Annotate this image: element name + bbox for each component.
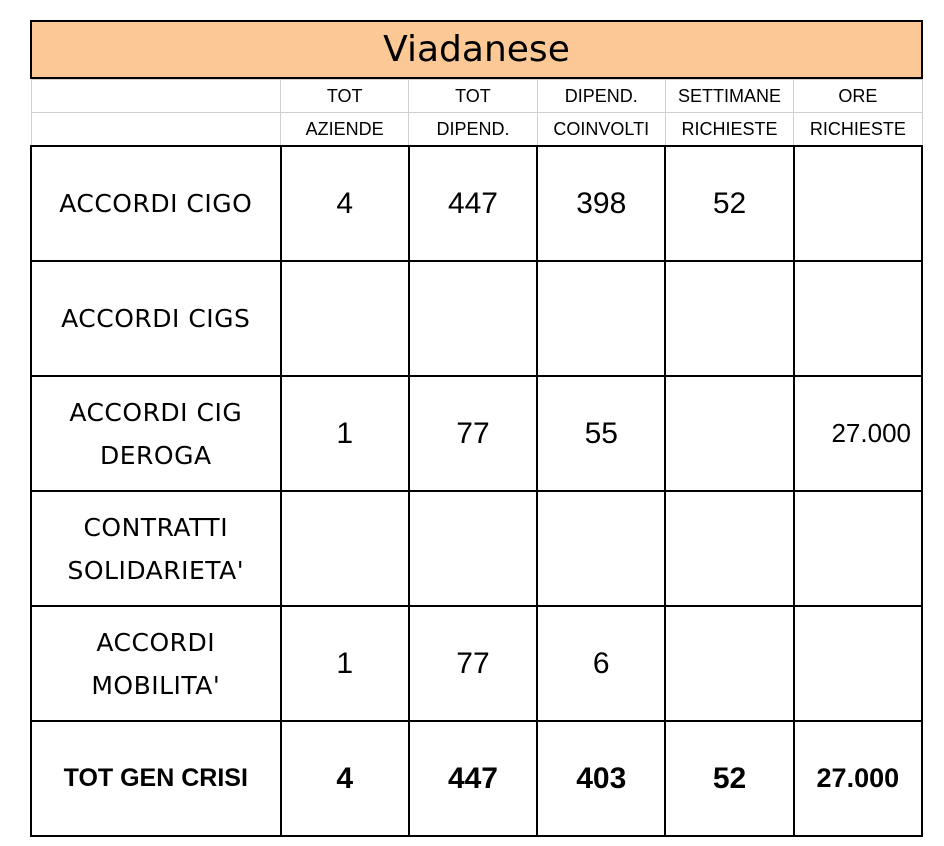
header-cell: AZIENDE — [281, 113, 409, 147]
table-row — [31, 376, 922, 491]
cell-tot-aziende — [281, 261, 409, 376]
header-row-2 — [31, 113, 922, 147]
crisis-table — [30, 79, 923, 837]
cell-dipend-coinvolti — [537, 261, 665, 376]
spreadsheet — [30, 20, 923, 837]
header-cell: COINVOLTI — [537, 113, 665, 147]
total-label: TOT GEN CRISI — [31, 721, 281, 836]
header-cell: TOT — [409, 80, 537, 113]
cell-tot-dipend: 447 — [409, 146, 537, 261]
cell-tot-aziende: 1 — [281, 606, 409, 721]
cell-tot-aziende: 1 — [281, 376, 409, 491]
cell-tot-aziende: 4 — [281, 146, 409, 261]
total-tot-aziende: 4 — [281, 721, 409, 836]
header-cell: ORE — [794, 80, 922, 113]
cell-ore-richieste — [794, 606, 922, 721]
header-cell: TOT — [281, 80, 409, 113]
table-row — [31, 261, 922, 376]
cell-tot-aziende — [281, 491, 409, 606]
table-row — [31, 491, 922, 606]
row-label — [31, 491, 281, 606]
header-cell: SETTIMANE — [665, 80, 793, 113]
cell-dipend-coinvolti: 55 — [537, 376, 665, 491]
sheet-title: Viadanese — [30, 20, 923, 79]
header-cell: DIPEND. — [409, 113, 537, 147]
total-settimane-richieste: 52 — [665, 721, 793, 836]
cell-settimane-richieste — [665, 376, 793, 491]
row-label-line: ACCORDI — [96, 627, 216, 657]
cell-dipend-coinvolti: 398 — [537, 146, 665, 261]
header-cell: RICHIESTE — [794, 113, 922, 147]
row-label-line: MOBILITA' — [91, 670, 221, 700]
header-cell — [31, 80, 281, 113]
total-ore-richieste: 27.000 — [794, 721, 922, 836]
total-tot-dipend: 447 — [409, 721, 537, 836]
cell-ore-richieste — [794, 146, 922, 261]
cell-tot-dipend — [409, 261, 537, 376]
cell-ore-richieste — [794, 491, 922, 606]
table-row — [31, 606, 922, 721]
row-label-line: SOLIDARIETA' — [67, 555, 245, 585]
table-row — [31, 146, 922, 261]
cell-tot-dipend: 77 — [409, 376, 537, 491]
row-label-line: ACCORDI CIGS — [61, 304, 251, 333]
cell-ore-richieste: 27.000 — [794, 376, 922, 491]
cell-ore-richieste — [794, 261, 922, 376]
cell-tot-dipend: 77 — [409, 606, 537, 721]
row-label-line: DEROGA — [99, 440, 212, 470]
header-cell: DIPEND. — [537, 80, 665, 113]
row-label — [31, 606, 281, 721]
cell-settimane-richieste — [665, 606, 793, 721]
cell-tot-dipend — [409, 491, 537, 606]
cell-settimane-richieste — [665, 491, 793, 606]
row-label — [31, 376, 281, 491]
row-label — [31, 146, 281, 261]
cell-dipend-coinvolti: 6 — [537, 606, 665, 721]
cell-settimane-richieste: 52 — [665, 146, 793, 261]
header-cell — [31, 113, 281, 147]
row-label-line: ACCORDI CIG — [69, 397, 243, 427]
row-label — [31, 261, 281, 376]
total-row — [31, 721, 922, 836]
row-label-line: ACCORDI CIGO — [59, 189, 253, 218]
header-row-1 — [31, 80, 922, 113]
row-label-line: CONTRATTI — [83, 512, 229, 542]
cell-settimane-richieste — [665, 261, 793, 376]
total-dipend-coinvolti: 403 — [537, 721, 665, 836]
header-cell: RICHIESTE — [665, 113, 793, 147]
cell-dipend-coinvolti — [537, 491, 665, 606]
